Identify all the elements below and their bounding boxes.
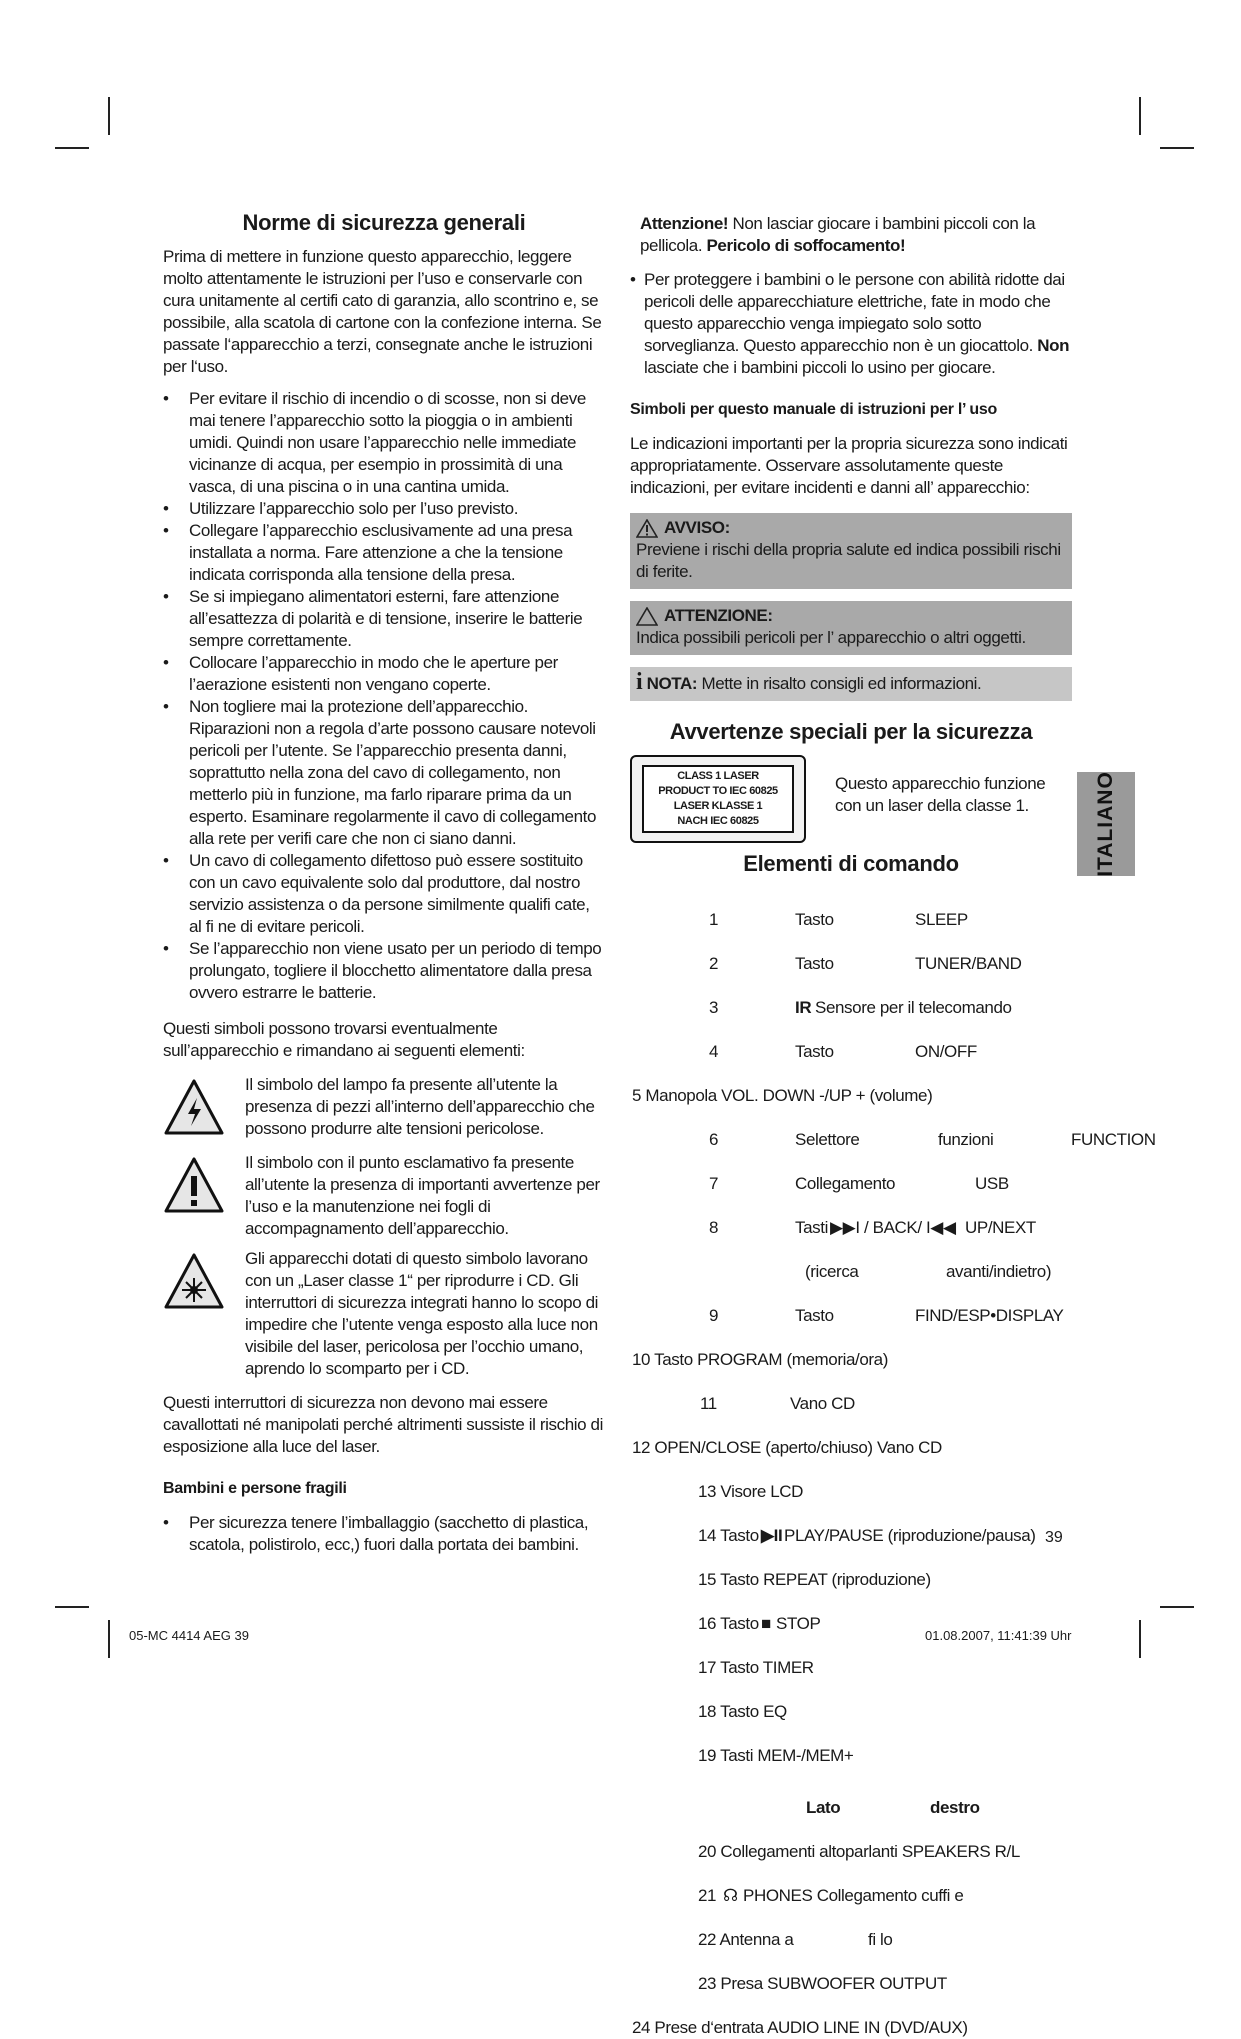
- attenzione-box: ATTENZIONE: Indica possibili pericoli per l’ apparecchio o altri oggetti.: [630, 601, 1072, 655]
- left-column: [163, 212, 605, 1556]
- laser-symbol-text: Gli apparecchi dotati di questo simbolo lavorano con un „Laser classe 1“ per riprodurre i CD. Gli interruttori di sicurezza integrati hanno lo scopo di impedire che l’utente venga esposto alla luce non visibile del laser, pericolosa per l’occhio umano, aprendo lo scomparto per i CD.: [245, 1249, 598, 1378]
- children-list: [163, 1512, 605, 1556]
- list-item: 3 IR Sensore per il telecomando: [709, 998, 1012, 1017]
- symbols-intro: Questi simboli possono trovarsi eventualmente sull’apparecchio e rimandano ai seguenti elementi:: [163, 1019, 525, 1060]
- list-item: 11 Vano CD: [700, 1394, 855, 1413]
- list-item: 17 Tasto TIMER: [698, 1658, 814, 1677]
- laser-text: Questo apparecchio funzione con un laser della classe 1.: [835, 774, 1046, 815]
- nota-box: i NOTA: Mette in risalto consigli ed informazioni.: [630, 667, 1072, 701]
- list-item: 18 Tasto EQ: [698, 1702, 787, 1721]
- list-item: 4 Tasto ON/OFF: [709, 1042, 977, 1061]
- list-item: • Se si impiegano alimentatori esterni, fare attenzione all’esattezza di polarità e di tensione, inserire le batterie sempre correttamente.: [163, 586, 605, 652]
- children-heading: Bambini e persone fragili: [163, 1480, 347, 1497]
- side-heading: Lato destro: [806, 1798, 980, 1817]
- crop-mark: [55, 1606, 89, 1608]
- laser-section: [630, 755, 1072, 843]
- symbols-heading: Simboli per questo manuale di istruzioni per l’ uso: [630, 401, 997, 418]
- caution-triangle-icon: [636, 607, 658, 626]
- list-item: 1 Tasto SLEEP: [709, 910, 968, 929]
- list-item: (ricerca avanti/indietro): [805, 1262, 1052, 1281]
- list-item: 6 Selettore funzioni FUNCTION: [709, 1130, 1156, 1149]
- crop-mark: [1139, 97, 1141, 135]
- info-icon: i: [636, 669, 643, 695]
- list-item: • Per evitare il rischio di incendio o di scosse, non si deve mai tenere l’apparecchio sotto la pioggia o in ambienti umidi. Quindi non usare l’apparecchio nelle immediate vicinanze di acqua, per esempio in prossimità di una vasca, di una piscina o in una cantina umida.: [163, 388, 605, 498]
- list-item: • Un cavo di collegamento difettoso può essere sostituito con un cavo equivalente solo dal produttore, dal nostro servizio assistenza o da persone similmente qualifi cate, al fi ne di evitare pericoli.: [163, 850, 605, 938]
- attention-paragraph: Attenzione! Non lasciar giocare i bambini piccoli con la pellicola. Pericolo di soffocamento!: [640, 214, 1036, 255]
- right-column: [630, 213, 1072, 881]
- list-item: 20 Collegamenti altoparlanti SPEAKERS R/L: [698, 1842, 1020, 1861]
- list-item: 5 Manopola VOL. DOWN -/UP + (volume): [632, 1086, 933, 1105]
- exclamation-symbol-text: Il simbolo con il punto esclamativo fa presente all’utente la presenza di importanti avvertenze per l’uso e la manutenzione nei fogli di accompagnamento dell’apparecchio.: [245, 1153, 600, 1238]
- list-item: 8 Tasti ▶▶I / BACK/ I◀◀ UP/NEXT: [709, 1218, 1036, 1237]
- list-item: 14 Tasto ▶II PLAY/PAUSE (riproduzione/pausa): [698, 1526, 1036, 1545]
- list-item: 19 Tasti MEM-/MEM+: [698, 1746, 854, 1765]
- attenzione-text: Indica possibili pericoli per l’ apparecchio o altri oggetti.: [636, 628, 1026, 647]
- list-item: 16 Tasto ■ STOP: [698, 1614, 821, 1633]
- interlock-paragraph: Questi interruttori di sicurezza non devono mai essere cavallottati né manipolati perché altrimenti sussiste il rischio di esposizione alla luce del laser.: [163, 1393, 603, 1456]
- intro-paragraph: Prima di mettere in funzione questo apparecchio, leggere molto attentamente le istruzioni per l’uso e conservarle con cura unitamente al certifi cato di garanzia, allo scontrino e, se possibile, alla scatola di cartone con la confezione interna. Se passate l‘apparecchio a terzi, consegnate anche le istruzioni per l‘uso.: [163, 247, 602, 376]
- list-item: • Collegare l’apparecchio esclusivamente ad una presa installata a norma. Fare attenzione a che la tensione indicata corrisponda alla tensione della presa.: [163, 520, 605, 586]
- list-item: 9 Tasto FIND/ESP•DISPLAY: [709, 1306, 1064, 1325]
- list-item: 2 Tasto TUNER/BAND: [709, 954, 1022, 973]
- footer-right: 01.08.2007, 11:41:39 Uhr: [925, 1628, 1072, 1643]
- list-item: 12 OPEN/CLOSE (aperto/chiuso) Vano CD: [632, 1438, 942, 1457]
- list-item: • Utilizzare l’apparecchio solo per l’uso previsto.: [163, 498, 605, 520]
- laser-label: CLASS 1 LASER PRODUCT TO IEC 60825 LASER KLASSE 1 NACH IEC 60825: [630, 755, 806, 843]
- crop-mark: [1160, 1606, 1194, 1608]
- crop-mark: [1160, 147, 1194, 149]
- list-item: 24 Prese d‘entrata AUDIO LINE IN (DVD/AUX): [632, 2018, 968, 2037]
- protect-list: [630, 269, 1072, 379]
- lightning-warning-icon: [163, 1078, 225, 1136]
- list-item: • Per sicurezza tenere l’imballaggio (sacchetto di plastica, scatola, polistirolo, ecc,) fuori dalla portata dei bambini.: [163, 1512, 605, 1556]
- list-item: • Se l’apparecchio non viene usato per un periodo di tempo prolungato, togliere il blocchetto alimentatore dalla presa ovvero estrarre le batterie.: [163, 938, 605, 1004]
- section-title: Norme di sicurezza generali: [242, 210, 526, 235]
- list-item: 23 Presa SUBWOOFER OUTPUT: [698, 1974, 947, 1993]
- list-item: 22 Antenna a fi lo: [698, 1930, 893, 1949]
- footer-left: 05-MC 4414 AEG 39: [129, 1628, 249, 1643]
- page-number: 39: [1045, 1529, 1063, 1546]
- crop-mark: [108, 97, 110, 135]
- headphones-icon: ☊: [723, 1886, 738, 1905]
- list-item: 15 Tasto REPEAT (riproduzione): [698, 1570, 931, 1589]
- symbols-paragraph: Le indicazioni importanti per la propria sicurezza sono indicati appropriatamente. Osservare assolutamente queste indicazioni, per evitare incidenti e danni all’ apparecchio:: [630, 434, 1068, 497]
- avviso-box: AVVISO: Previene i rischi della propria salute ed indica possibili rischi di ferite.: [630, 513, 1072, 589]
- lightning-symbol-text: Il simbolo del lampo fa presente all’utente la presenza di pezzi all’interno dell’apparecchio che possono produrre alte tensioni pericolose.: [245, 1075, 595, 1138]
- list-item: • Non togliere mai la protezione dell’apparecchio. Riparazioni non a regola d’arte possono causare notevoli pericoli per l’utente. Se l’apparecchio presenta danni, soprattutto nella zona del cavo di collegamento, non metterlo più in funzione, ma farlo riparare prima da un esperto. Esaminare regolarmente il cavo di collegamento alla rete per verifi care che non ci siano danni.: [163, 696, 605, 850]
- list-item: 21 ☊ PHONES Collegamento cuffi e: [698, 1886, 964, 1905]
- crop-mark: [108, 1620, 110, 1658]
- controls-title: Elementi di comando: [743, 851, 959, 876]
- list-item: • Per proteggere i bambini o le persone con abilità ridotte dai pericoli delle apparecchiature elettriche, fate in modo che questo apparecchio venga impiegato solo sotto sorveglianza. Questo apparecchio non è un giocattolo. Non lasciate che i bambini piccoli lo usino per giocare.: [630, 269, 1072, 379]
- avviso-text: Previene i rischi della propria salute ed indica possibili rischi di ferite.: [636, 540, 1061, 581]
- crop-mark: [55, 147, 89, 149]
- list-item: 7 Collegamento USB: [709, 1174, 1009, 1193]
- special-title: Avvertenze speciali per la sicurezza: [669, 719, 1033, 744]
- list-item: 13 Visore LCD: [698, 1482, 804, 1501]
- list-item: • Collocare l’apparecchio in modo che le aperture per l’aerazione esistenti non vengano coperte.: [163, 652, 605, 696]
- language-tab: ITALIANO: [1077, 772, 1135, 876]
- warning-triangle-icon: [636, 519, 658, 538]
- list-item: 10 Tasto PROGRAM (memoria/ora): [632, 1350, 888, 1369]
